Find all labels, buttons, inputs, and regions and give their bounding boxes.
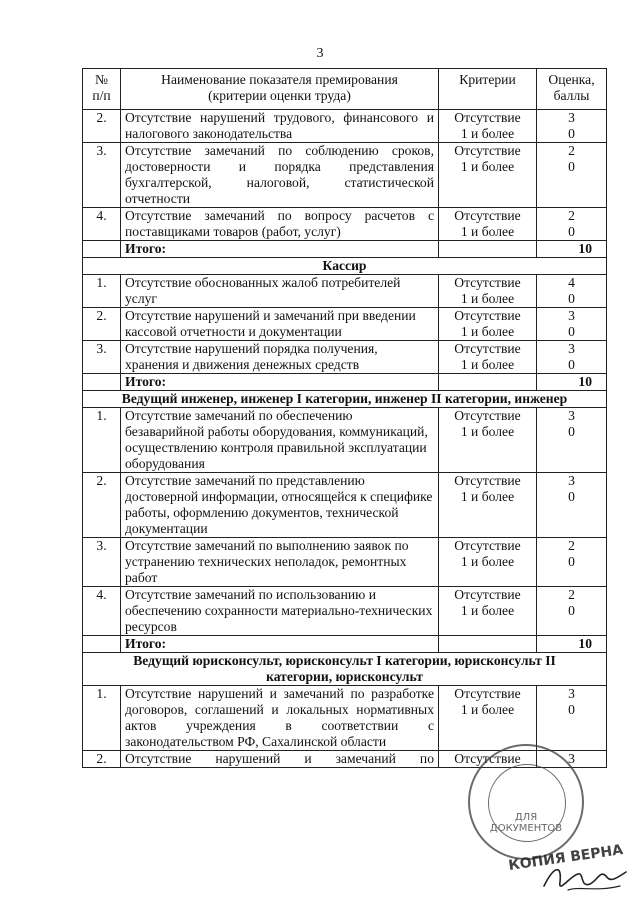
- row-score: 3: [537, 751, 607, 768]
- table-row: [83, 143, 607, 208]
- row-criteria: Отсутствие 1 и более: [439, 308, 537, 341]
- row-criteria: Отсутствие 1 и более: [439, 538, 537, 587]
- row-description: Отсутствие нарушений и замечаний по: [121, 751, 439, 768]
- section-heading-row: [83, 653, 607, 686]
- total-label: Итого:: [121, 636, 439, 653]
- section-heading-legal: Ведущий юрисконсульт, юрисконсульт I категории, юрисконсульт II категории, юрисконсульт: [83, 653, 607, 686]
- row-criteria: Отсутствие 1 и более: [439, 686, 537, 751]
- table-row: [83, 208, 607, 241]
- row-description: Отсутствие обоснованных жалоб потребителей услуг: [121, 275, 439, 308]
- row-score: 3 0: [537, 341, 607, 374]
- header-name: [121, 69, 439, 110]
- row-criteria: Отсутствие 1 и более: [439, 208, 537, 241]
- official-seal: [468, 744, 584, 860]
- row-description: Отсутствие нарушений порядка получения, хранения и движения денежных средств: [121, 341, 439, 374]
- row-number: 1.: [83, 275, 121, 308]
- row-description: Отсутствие замечаний по вопросу расчетов с поставщиками товаров (работ, услуг): [121, 208, 439, 241]
- header-score: [537, 69, 607, 110]
- row-description: Отсутствие замечаний по обеспечению безаварийной работы оборудования, коммуникаций, осуществлению контроля правильной эксплуатации оборудования: [121, 408, 439, 473]
- row-description: Отсутствие нарушений трудового, финансового и налогового законодательства: [121, 110, 439, 143]
- total-label: Итого:: [121, 241, 439, 258]
- row-score: 3 0: [537, 110, 607, 143]
- row-criteria: Отсутствие 1 и более: [439, 143, 537, 208]
- row-criteria: Отсутствие 1 и более: [439, 473, 537, 538]
- row-number: 2.: [83, 751, 121, 768]
- header-name-text: Наименование показателя премирования (критерии оценки труда): [161, 72, 398, 103]
- total-empty-cell: [439, 241, 537, 258]
- row-criteria: Отсутствие 1 и более: [439, 110, 537, 143]
- table-row: [83, 686, 607, 751]
- table-row: [83, 341, 607, 374]
- page-number: 3: [316, 46, 324, 61]
- table-header-row: [83, 69, 607, 110]
- row-number: 3.: [83, 538, 121, 587]
- row-score: 2 0: [537, 538, 607, 587]
- total-empty-cell: [439, 636, 537, 653]
- total-empty-cell: [83, 241, 121, 258]
- row-number: 3.: [83, 143, 121, 208]
- certified-copy-mark: КОПИЯ ВЕРНА: [507, 842, 625, 874]
- official-seal-text: ДЛЯ ДОКУМЕНТОВ: [489, 812, 563, 834]
- total-row: [83, 636, 607, 653]
- row-score: 2 0: [537, 587, 607, 636]
- row-number: 3.: [83, 341, 121, 374]
- row-criteria: Отсутствие 1 и более: [439, 275, 537, 308]
- header-number-text: № п/п: [92, 72, 111, 103]
- table-row: [83, 275, 607, 308]
- row-score: 3 0: [537, 686, 607, 751]
- row-description: Отсутствие замечаний по представлению достоверной информации, относящейся к специфике работы, оформлению документов, технической документации: [121, 473, 439, 538]
- total-row: [83, 241, 607, 258]
- total-label: Итого:: [121, 374, 439, 391]
- row-description: Отсутствие нарушений и замечаний по разработке договоров, соглашений и локальных нормативных актов учреждения в соответствии с законодательством РФ, Сахалинской области: [121, 686, 439, 751]
- row-number: 2.: [83, 110, 121, 143]
- row-score: 3 0: [537, 473, 607, 538]
- row-criteria: Отсутствие 1 и более: [439, 341, 537, 374]
- bonus-criteria-table: [82, 68, 607, 768]
- handwritten-signature: [540, 856, 630, 900]
- row-criteria: Отсутствие 1 и более: [439, 587, 537, 636]
- row-score: 2 0: [537, 143, 607, 208]
- table-row: [83, 538, 607, 587]
- row-score: 3 0: [537, 308, 607, 341]
- row-number: 1.: [83, 408, 121, 473]
- row-score: 2 0: [537, 208, 607, 241]
- section-heading-row: [83, 391, 607, 408]
- row-description: Отсутствие нарушений и замечаний при введении кассовой отчетности и документации: [121, 308, 439, 341]
- table-row: [83, 408, 607, 473]
- table-row: [83, 473, 607, 538]
- total-value: 10: [537, 241, 607, 258]
- row-score: 3 0: [537, 408, 607, 473]
- total-value: 10: [537, 636, 607, 653]
- header-number: [83, 69, 121, 110]
- total-empty-cell: [83, 374, 121, 391]
- section-heading-engineer: Ведущий инженер, инженер I категории, инженер II категории, инженер: [83, 391, 607, 408]
- row-number: 4.: [83, 208, 121, 241]
- header-criteria: [439, 69, 537, 110]
- section-heading-cashier: Кассир: [83, 258, 607, 275]
- row-description: Отсутствие замечаний по соблюдению сроков, достоверности и порядка представления бухгалтерской, налоговой, статистической отчетности: [121, 143, 439, 208]
- row-criteria: Отсутствие 1 и более: [439, 408, 537, 473]
- row-number: 4.: [83, 587, 121, 636]
- total-empty-cell: [83, 636, 121, 653]
- total-row: [83, 374, 607, 391]
- header-score-text: Оценка, баллы: [548, 72, 595, 103]
- section-heading-row: [83, 258, 607, 275]
- row-description: Отсутствие замечаний по использованию и обеспечению сохранности материально-технических ресурсов: [121, 587, 439, 636]
- row-criteria: Отсутствие: [439, 751, 537, 768]
- table-row: [83, 587, 607, 636]
- table-row: [83, 308, 607, 341]
- row-score: 4 0: [537, 275, 607, 308]
- header-criteria-text: Критерии: [459, 72, 516, 87]
- table-row: [83, 110, 607, 143]
- row-number: 2.: [83, 308, 121, 341]
- row-description: Отсутствие замечаний по выполнению заявок по устранению технических неполадок, ремонтных работ: [121, 538, 439, 587]
- total-empty-cell: [439, 374, 537, 391]
- total-value: 10: [537, 374, 607, 391]
- row-number: 1.: [83, 686, 121, 751]
- row-number: 2.: [83, 473, 121, 538]
